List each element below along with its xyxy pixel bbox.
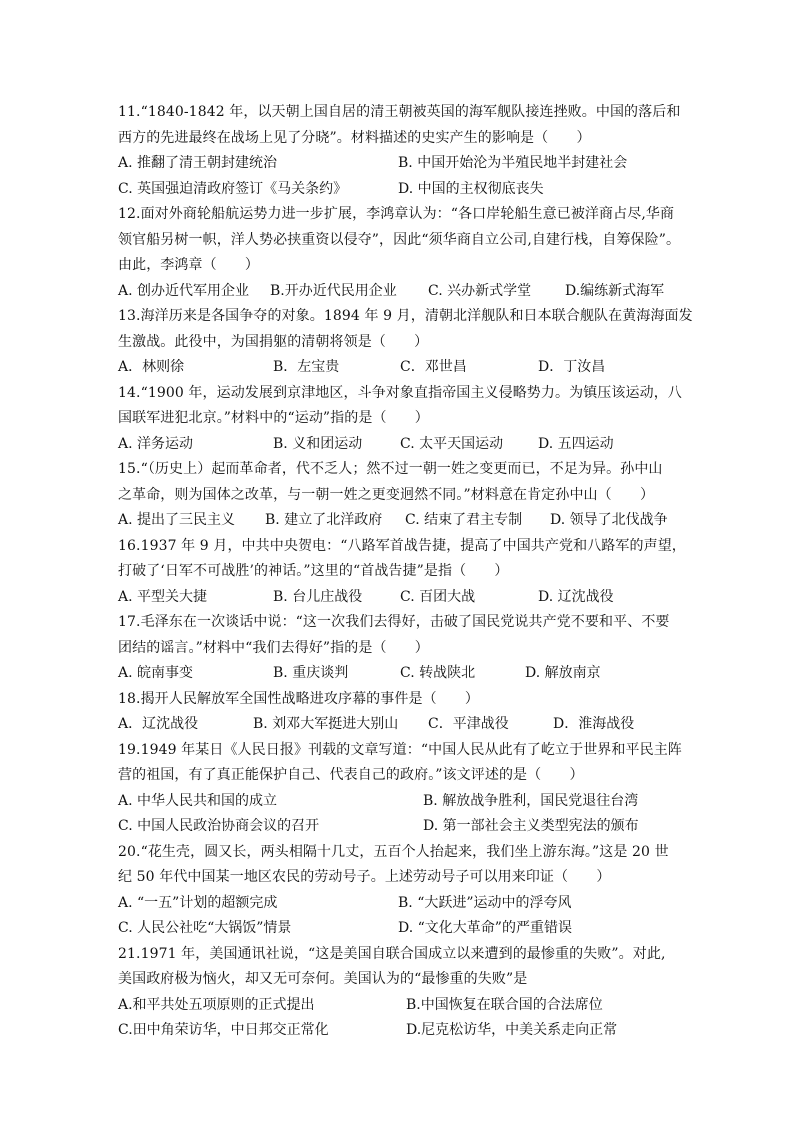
question-21 [118,942,698,1044]
question-stem-line: 15.“（历史上）起而革命者，代不乏人；然不过一朝一姓之变更而已，不足为异。孙中山 [118,461,663,477]
options-row [118,1018,698,1044]
question-stem-line: 16.1937 年 9 月，中共中央贺电：“八路军首战告捷，提高了中国共产党和八路军的声望， [118,537,686,554]
option-c[interactable]: C. 英国强迫清政府签订《马关条约》 [118,180,348,197]
option-c[interactable]: C. 结束了君主专制 [405,512,523,528]
question-stem-line: 18.揭开人民解放军全国性战略进攻序幕的事件是（ ） [118,690,479,707]
option-c[interactable]: C. 兴办新式学堂 [428,282,532,299]
option-d[interactable]: D.尼克松访华，中美关系走向正常 [406,1022,618,1038]
question-stem-line: 13.海洋历来是各国争夺的对象。1894 年 9 月，清朝北洋舰队和日本联合舰队在黄海海面发 [118,308,693,324]
option-c[interactable]: C. 百团大战 [400,588,476,605]
options-row [118,891,698,917]
option-a[interactable]: A. 创办近代军用企业 [118,282,250,299]
option-d[interactable]: D．淮海战役 [553,716,635,732]
question-11 [118,100,698,202]
option-a[interactable]: A. 推翻了清王朝封建统治 [118,155,278,171]
question-stem-line: 纪 50 年代中国某一地区农民的劳动号子。上述劳动号子可以用来印证（ ） [118,869,611,885]
option-c[interactable]: C. 人民公社吃“大锅饭”情景 [118,920,292,936]
question-18 [118,687,698,738]
question-stem-line: 11.“1840-1842 年，以天朝上国自居的清王朝被英国的海军舰队接连挫败。中国的落后和 [118,104,681,120]
options-row [118,279,698,305]
option-d[interactable]: D. 领导了北伐战争 [550,512,668,528]
option-d[interactable]: D. 辽沈战役 [538,588,614,605]
option-d[interactable]: D. “文化大革命”的严重错误 [398,920,572,936]
option-a[interactable]: A.和平共处五项原则的正式提出 [118,996,315,1013]
options-row [118,814,698,840]
option-b[interactable]: B. 台儿庄战役 [273,588,363,605]
option-d[interactable]: D. 中国的主权彻底丧失 [398,180,544,197]
question-stem-line: 17.毛泽东在一次谈话中说：“这一次我们去得好，击破了国民党说共产党不要和平、不要 [118,614,670,630]
option-b[interactable]: B. 刘邓大军挺进大别山 [253,716,399,732]
question-stem-line: 打破了‘日军不可战胜’的神话。”这里的“首战告捷”是指（ ） [118,563,509,579]
question-17 [118,610,698,687]
question-stem-line: 19.1949 年某日《人民日报》刊载的文章写道：“中国人民从此有了屹立于世界和平民主阵 [118,741,682,758]
option-a[interactable]: A．林则徐 [118,359,185,375]
question-stem-line: 团结的谣言。”材料中“我们去得好”指的是（ ） [118,639,429,656]
options-row [118,712,698,738]
option-b[interactable]: B. 建立了北洋政府 [265,512,383,528]
question-stem-line: 12.面对外商轮船航运势力进一步扩展，李鸿章认为：“各口岸轮船生意已被洋商占尽,华商 [118,206,675,222]
option-c[interactable]: C. 中国人民政治协商会议的召开 [118,818,320,834]
question-20 [118,840,698,942]
option-c[interactable]: C．平津战役 [428,716,509,732]
option-b[interactable]: B. “大跃进”运动中的浮夸风 [398,894,572,911]
question-stem-line: 西方的先进最终在战场上见了分晓”。材料描述的史实产生的影响是（ ） [118,129,591,146]
options-row [118,355,698,381]
question-14 [118,381,698,458]
option-d[interactable]: D. 解放南京 [525,665,601,681]
question-stem-line: 之革命，则为国体之改革，与一朝一姓之更变迥然不同。”材料意在肯定孙中山（ ） [118,486,655,503]
option-b[interactable]: B.中国恢复在联合国的合法席位 [406,996,603,1013]
option-b[interactable]: B.开办近代民用企业 [270,282,397,299]
option-a[interactable]: A. 平型关大捷 [118,588,208,605]
option-d[interactable]: D. 五四运动 [538,435,614,452]
options-row [118,916,698,942]
options-row [118,661,698,687]
option-b[interactable]: B. 义和团运动 [273,435,363,452]
option-a[interactable]: A．辽沈战役 [118,716,199,732]
question-stem-line: 营的祖国，有了真正能保护自己、代表自己的政府。”该文评述的是（ ） [118,767,584,783]
option-d[interactable]: D．丁汝昌 [538,359,606,375]
option-a[interactable]: A. 提出了三民主义 [118,512,236,528]
options-row [118,993,698,1019]
question-15 [118,457,698,534]
options-row [118,432,698,458]
option-b[interactable]: B. 重庆谈判 [273,665,349,681]
option-d[interactable]: D. 第一部社会主义类型宪法的颁布 [423,818,639,834]
option-c[interactable]: C．邓世昌 [400,359,467,375]
question-12 [118,202,698,304]
option-a[interactable]: A. 洋务运动 [118,435,194,452]
options-row [118,789,698,815]
option-b[interactable]: B. 解放战争胜利，国民党退往台湾 [423,792,639,809]
option-b[interactable]: B．左宝贵 [273,359,340,375]
option-a[interactable]: A. “一五”计划的超额完成 [118,894,278,911]
question-stem-line: 美国政府极为恼火，却又无可奈何。美国认为的“最惨重的失败”是 [118,971,528,987]
option-a[interactable]: A. 中华人民共和国的成立 [118,792,278,809]
question-list [118,100,698,1044]
question-stem-line: 20.“花生壳，圆又长，两头相隔十几丈，五百个人抬起来，我们坐上游东海。”这是 20 世 [118,843,669,860]
question-stem-line: 领官船另树一帜，洋人势必挟重资以侵夺”，因此“须华商自立公司,自建行栈，自筹保险”。 [118,231,681,248]
options-row [118,151,698,177]
option-c[interactable]: C. 太平天国运动 [400,435,504,452]
options-row [118,177,698,203]
question-stem-line: 生激战。此役中，为国捐躯的清朝将领是（ ） [118,333,429,350]
question-19 [118,738,698,840]
question-stem-line: 21.1971 年，美国通讯社说，“这是美国自联合国成立以来遭到的最惨重的失败”。对此, [118,945,666,962]
question-stem-line: 国联军进犯北京。”材料中的“运动”指的是（ ） [118,410,429,426]
option-a[interactable]: A. 皖南事变 [118,665,194,681]
question-stem-line: 14.“1900 年，运动发展到京津地区，斗争对象直指帝国主义侵略势力。为镇压该运动，八 [118,384,682,401]
option-c[interactable]: C.田中角荣访华，中日邦交正常化 [118,1022,329,1038]
question-13 [118,304,698,381]
option-b[interactable]: B. 中国开始沦为半殖民地半封建社会 [398,155,628,171]
question-stem-line: 由此，李鸿章（ ） [118,257,259,273]
options-row [118,585,698,611]
question-16 [118,534,698,611]
option-d[interactable]: D.编练新式海军 [565,282,665,299]
options-row [118,508,698,534]
option-c[interactable]: C. 转战陕北 [400,665,476,681]
